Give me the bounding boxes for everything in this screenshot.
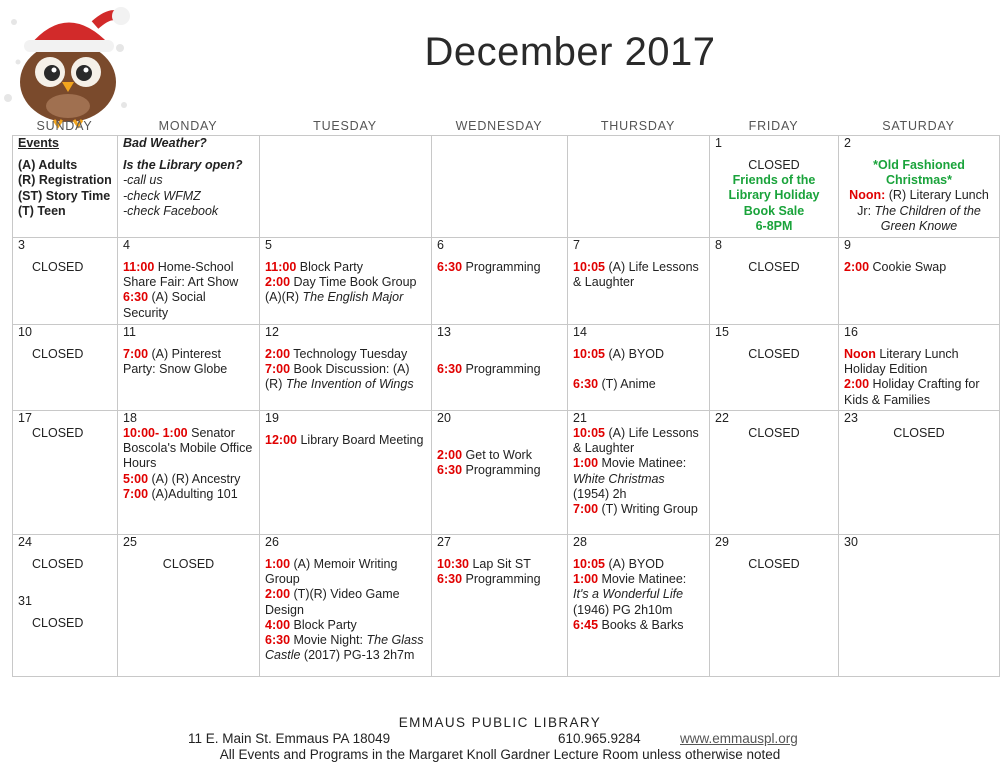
day-cell[interactable] <box>839 535 1000 677</box>
event-title: It's a Wonderful Life <box>573 587 684 602</box>
page-title: December 2017 <box>424 30 716 74</box>
weekday-monday: MONDAY <box>158 119 218 133</box>
library-name: EMMAUS PUBLIC LIBRARY <box>398 715 602 730</box>
closed-label: CLOSED <box>32 616 84 631</box>
owl-santa-hat-icon <box>0 0 140 130</box>
event-text: (A) Memoir Writing Group <box>265 557 398 587</box>
day-number: 6 <box>437 238 444 252</box>
closed-label: CLOSED <box>748 426 800 440</box>
event-title: The Children of the Green Knowe <box>874 203 981 233</box>
day-number: 7 <box>573 238 580 252</box>
event-text: Literary Lunch Holiday Edition <box>844 347 959 377</box>
event-title: The Invention of Wings <box>285 377 414 392</box>
day-cell[interactable] <box>432 411 568 535</box>
empty-day-cell <box>432 136 568 238</box>
event-text: (T) Anime <box>601 377 656 392</box>
day-number: 11 <box>123 325 136 339</box>
day-cell[interactable] <box>839 238 1000 325</box>
event-time: 6:30 <box>437 463 463 478</box>
event-text: Day Time Book Group <box>293 275 417 290</box>
day-number: 3 <box>18 238 25 252</box>
day-cell[interactable] <box>13 535 118 677</box>
event-text: 6-8PM <box>755 218 793 233</box>
event-text: Library Board Meeting <box>300 433 424 447</box>
event-text: (A) Life Lessons & Laughter <box>573 260 699 290</box>
event-time: 10:05 <box>573 347 605 361</box>
day-number: 1 <box>715 136 722 150</box>
day-number: 30 <box>844 535 858 549</box>
event-time: 7:00 <box>123 347 149 361</box>
event-text: (1946) PG 2h10m <box>573 602 673 617</box>
weather-question: Is the Library open? <box>123 158 243 173</box>
event-time: 7:00 <box>265 362 291 377</box>
event-time: 11:00 <box>123 260 155 274</box>
weather-item: -check Facebook <box>123 203 219 218</box>
calendar-week <box>13 411 1000 535</box>
legend-item: (ST) Story Time <box>18 188 111 203</box>
calendar-grid <box>12 135 1000 677</box>
event-text: (R) Literary Lunch Jr: <box>857 188 989 218</box>
event-text: Senator Boscola's Mobile Office Hours <box>123 426 253 471</box>
day-cell[interactable] <box>710 411 839 535</box>
event-heading: *Old Fashioned Christmas* <box>873 158 965 188</box>
day-number: 31 <box>18 594 32 609</box>
day-cell[interactable] <box>432 535 568 677</box>
calendar-week <box>13 325 1000 411</box>
day-number: 17 <box>18 411 32 425</box>
closed-label: CLOSED <box>748 260 800 274</box>
event-time: 7:00 <box>573 502 599 517</box>
weekday-thursday: THURSDAY <box>600 119 676 133</box>
event-text: Block Party <box>299 260 363 274</box>
event-text: (A) Social Security <box>123 290 206 320</box>
event-title: The English Major <box>302 290 404 305</box>
event-time: 6:30 <box>437 260 463 274</box>
event-text: (T)(R) Video Game Design <box>265 587 400 617</box>
event-text: Programming <box>465 463 541 478</box>
weekday-header <box>12 117 999 135</box>
day-cell[interactable] <box>568 325 710 411</box>
day-number: 18 <box>123 411 137 425</box>
day-number: 14 <box>573 325 587 339</box>
weekday-friday: FRIDAY <box>748 119 799 133</box>
day-cell[interactable] <box>568 535 710 677</box>
website-link[interactable]: www.emmauspl.org <box>680 731 798 746</box>
closed-label: CLOSED <box>32 557 84 571</box>
day-cell[interactable] <box>13 411 118 535</box>
legend-item: (A) Adults <box>18 158 78 173</box>
address: 11 E. Main St. Emmaus PA 18049 <box>188 731 391 746</box>
day-number: 28 <box>573 535 587 549</box>
day-cell[interactable] <box>710 136 839 238</box>
day-cell[interactable] <box>118 411 260 535</box>
day-number: 12 <box>265 325 279 339</box>
weather-item: -check WFMZ <box>123 188 201 203</box>
legend-heading: Events <box>18 136 59 150</box>
day-cell[interactable] <box>260 535 432 677</box>
event-text: Movie Night: <box>293 633 363 648</box>
day-number: 5 <box>265 238 272 252</box>
event-time: 6:45 <box>573 617 599 632</box>
day-cell[interactable] <box>260 411 432 535</box>
day-cell[interactable] <box>710 238 839 325</box>
closed-label: CLOSED <box>32 260 84 274</box>
weather-info-cell <box>118 136 260 238</box>
day-number: 9 <box>844 238 851 252</box>
calendar-week <box>13 535 1000 677</box>
event-text: (1954) 2h <box>573 486 627 501</box>
event-time: 6:30 <box>573 377 599 392</box>
event-time: 6:30 <box>123 290 149 305</box>
event-text: Cookie Swap <box>872 260 947 274</box>
day-number: 23 <box>844 411 858 425</box>
day-cell[interactable] <box>710 325 839 411</box>
event-time: 10:05 <box>573 426 605 440</box>
day-cell[interactable] <box>13 325 118 411</box>
day-cell[interactable] <box>118 325 260 411</box>
event-time: 2:00 <box>265 347 291 361</box>
closed-label: CLOSED <box>748 557 800 571</box>
day-cell[interactable] <box>118 535 260 677</box>
closed-label: CLOSED <box>748 158 800 172</box>
day-cell[interactable] <box>13 238 118 325</box>
event-text: Technology Tuesday <box>293 347 408 361</box>
closed-label: CLOSED <box>32 426 84 440</box>
event-time: 6:30 <box>437 362 463 376</box>
event-title: The Glass Castle <box>265 633 424 663</box>
event-time: 1:00 <box>573 456 599 471</box>
event-time: Noon <box>844 347 876 361</box>
closed-label: CLOSED <box>893 426 945 440</box>
weather-item: -call us <box>123 173 163 188</box>
weekday-tuesday: TUESDAY <box>313 119 377 133</box>
weekday-saturday: SATURDAY <box>882 119 955 133</box>
event-text: (A)(R) <box>265 290 300 305</box>
day-number: 4 <box>123 238 130 252</box>
day-cell[interactable] <box>568 411 710 535</box>
event-time: 11:00 <box>265 260 297 274</box>
event-text: Movie Matinee: <box>601 456 687 471</box>
contact-line <box>0 731 1000 747</box>
day-number: 10 <box>18 325 32 339</box>
event-time: 4:00 <box>265 617 291 632</box>
day-number: 29 <box>715 535 729 549</box>
event-time: 1:00 <box>265 557 291 571</box>
day-cell[interactable] <box>839 136 1000 238</box>
empty-day-cell <box>568 136 710 238</box>
day-number: 16 <box>844 325 858 339</box>
day-number: 2 <box>844 136 851 150</box>
event-text: Block Party <box>293 617 357 632</box>
event-time: 2:00 <box>265 275 291 290</box>
weekday-wednesday: WEDNESDAY <box>455 119 543 133</box>
event-text: (T) Writing Group <box>601 502 698 517</box>
day-number: 27 <box>437 535 451 549</box>
day-cell[interactable] <box>568 238 710 325</box>
closed-label: CLOSED <box>162 557 215 571</box>
day-cell[interactable] <box>432 325 568 411</box>
event-text: (A) BYOD <box>608 557 665 571</box>
event-time: 12:00 <box>265 433 297 447</box>
weather-question: Bad Weather? <box>123 136 207 150</box>
phone: 610.965.9284 <box>558 731 641 746</box>
event-time: 2:00 <box>844 377 870 392</box>
event-text: Library Holiday <box>728 188 820 203</box>
day-cell[interactable] <box>839 411 1000 535</box>
event-text: (2017) PG-13 2h7m <box>303 648 415 663</box>
day-number: 15 <box>715 325 729 339</box>
day-number: 13 <box>437 325 451 339</box>
day-cell[interactable] <box>432 238 568 325</box>
day-cell[interactable] <box>839 325 1000 411</box>
legend-item: (T) Teen <box>18 203 66 218</box>
event-text: Book Sale <box>743 203 805 218</box>
closed-label: CLOSED <box>32 347 84 361</box>
event-text: Book Discussion: (A)(R) <box>265 362 410 392</box>
event-text: Friends of the <box>732 173 816 188</box>
day-cell[interactable] <box>260 325 432 411</box>
event-text: (A) Life Lessons & Laughter <box>573 426 699 456</box>
day-number: 22 <box>715 411 729 425</box>
event-text: Programming <box>465 572 541 587</box>
event-text: Movie Matinee: <box>601 572 687 587</box>
event-time: 6:30 <box>265 633 291 648</box>
event-title: White Christmas <box>573 471 665 486</box>
day-number: 26 <box>265 535 279 549</box>
event-time: 2:00 <box>437 448 463 462</box>
event-time: 10:05 <box>573 557 605 571</box>
event-time: Noon: <box>849 188 886 203</box>
footer <box>0 715 1000 763</box>
event-time: 2:00 <box>265 587 291 602</box>
event-text: (A) BYOD <box>608 347 665 361</box>
day-number: 25 <box>123 535 137 549</box>
event-text: Get to Work <box>465 448 532 462</box>
event-text: Lap Sit ST <box>472 557 531 571</box>
legend-item: (R) Registration <box>18 173 112 188</box>
event-text: Home-School Share Fair: Art Show <box>123 260 239 290</box>
event-time: 10:00- 1:00 <box>123 426 188 440</box>
day-number: 21 <box>573 411 587 425</box>
event-text: (A) Pinterest Party: Snow Globe <box>123 347 228 377</box>
event-time: 10:05 <box>573 260 605 274</box>
empty-day-cell <box>260 136 432 238</box>
calendar-week <box>13 238 1000 325</box>
legend-cell <box>13 136 118 238</box>
day-number: 24 <box>18 535 32 549</box>
closed-label: CLOSED <box>748 347 800 361</box>
day-cell[interactable] <box>118 238 260 325</box>
event-time: 7:00 <box>123 486 149 501</box>
day-number: 8 <box>715 238 722 252</box>
footer-note: All Events and Programs in the Margaret Knoll Gardner Lecture Room unless otherwise noted <box>219 747 781 762</box>
day-cell[interactable] <box>710 535 839 677</box>
day-cell[interactable] <box>260 238 432 325</box>
event-time: 10:30 <box>437 557 469 571</box>
event-text: Programming <box>465 260 541 274</box>
event-text: (A) (R) Ancestry <box>151 471 241 486</box>
day-number: 19 <box>265 411 279 425</box>
event-text: Holiday Crafting for Kids & Families <box>844 377 980 407</box>
event-time: 6:30 <box>437 572 463 587</box>
weekday-sunday: SUNDAY <box>36 119 93 133</box>
event-text: Programming <box>465 362 541 376</box>
calendar-week <box>13 136 1000 238</box>
event-time: 2:00 <box>844 260 870 274</box>
day-number: 20 <box>437 411 451 425</box>
event-time: 1:00 <box>573 572 599 587</box>
event-time: 5:00 <box>123 471 149 486</box>
event-text: Books & Barks <box>601 617 684 632</box>
event-text: (A)Adulting 101 <box>151 486 238 501</box>
